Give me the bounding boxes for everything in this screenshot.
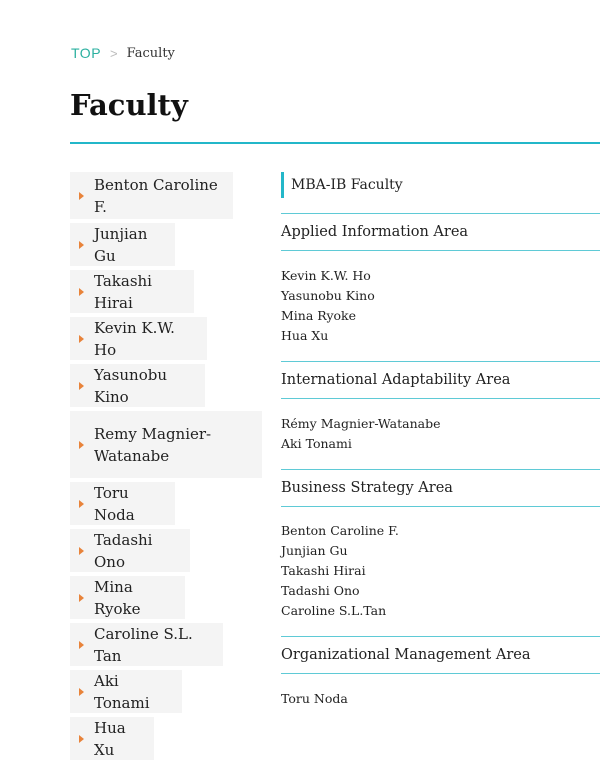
arrow-right-icon [79, 288, 84, 296]
faculty-item[interactable] [70, 717, 154, 760]
arrow-right-icon [79, 382, 84, 390]
area-member-list [281, 521, 600, 621]
title-divider [70, 142, 600, 144]
program-heading [281, 172, 600, 198]
arrow-right-icon [79, 335, 84, 343]
area-title: Business Strategy Area [281, 480, 453, 496]
faculty-item-label: Caroline S.L. Tan [94, 624, 193, 665]
divider [281, 398, 600, 399]
faculty-item-label: Aki Tonami [94, 671, 150, 712]
divider [281, 673, 600, 674]
arrow-right-icon [79, 688, 84, 696]
area-member: Mina Ryoke [281, 308, 357, 323]
area-member: Takashi Hirai [281, 563, 366, 578]
arrow-right-icon [79, 641, 84, 649]
faculty-item-label: Junjian Gu [94, 224, 148, 265]
divider [281, 250, 600, 251]
arrow-right-icon [79, 241, 84, 249]
arrow-right-icon [79, 441, 84, 449]
faculty-item[interactable] [70, 172, 233, 219]
divider [281, 213, 600, 214]
divider [281, 506, 600, 507]
area-title: International Adaptability Area [281, 372, 511, 388]
page-title: Faculty [70, 88, 188, 122]
faculty-item[interactable] [70, 364, 205, 407]
faculty-item-label: Takashi Hirai [94, 271, 152, 312]
arrow-right-icon [79, 547, 84, 555]
area-title: Applied Information Area [281, 224, 469, 240]
faculty-item[interactable] [70, 411, 262, 478]
area-member: Aki Tonami [281, 436, 352, 451]
faculty-item-label: Toru Noda [94, 483, 135, 524]
divider [281, 469, 600, 470]
faculty-areas-panel [281, 172, 600, 709]
faculty-item-label: Remy Magnier-Watanabe [94, 424, 212, 465]
arrow-right-icon [79, 594, 84, 602]
breadcrumb-current: Faculty [126, 45, 175, 61]
area-member: Rémy Magnier-Watanabe [281, 416, 441, 431]
area-member: Toru Noda [281, 691, 348, 706]
program-title: MBA-IB Faculty [291, 177, 403, 193]
faculty-item-label: Kevin K.W. Ho [94, 318, 175, 359]
divider [281, 636, 600, 637]
area-member-list [281, 266, 600, 346]
area-member: Hua Xu [281, 328, 329, 343]
breadcrumb-separator: > [110, 45, 118, 61]
area-title: Organizational Management Area [281, 647, 531, 663]
divider [281, 361, 600, 362]
area-member: Kevin K.W. Ho [281, 268, 371, 283]
area-member: Yasunobu Kino [281, 288, 375, 303]
faculty-item-label: Mina Ryoke [94, 577, 141, 618]
faculty-item-label: Benton Caroline F. [94, 175, 218, 216]
faculty-item-label: Yasunobu Kino [94, 365, 167, 406]
area-member: Benton Caroline F. [281, 523, 399, 538]
area-member-list [281, 414, 600, 454]
breadcrumb-top-link[interactable]: TOP [71, 45, 102, 61]
faculty-item[interactable] [70, 576, 185, 619]
faculty-item-label: Tadashi Ono [94, 530, 153, 571]
faculty-item[interactable] [70, 317, 207, 360]
faculty-item[interactable] [70, 623, 223, 666]
faculty-item[interactable] [70, 270, 194, 313]
area-member: Junjian Gu [281, 543, 348, 558]
arrow-right-icon [79, 192, 84, 200]
faculty-item[interactable] [70, 670, 182, 713]
faculty-item[interactable] [70, 223, 175, 266]
faculty-list [70, 172, 270, 764]
area-member: Caroline S.L.Tan [281, 603, 387, 618]
faculty-item-label: Hua Xu [94, 718, 126, 759]
heading-accent-bar [281, 172, 284, 198]
faculty-item[interactable] [70, 529, 190, 572]
breadcrumb [71, 45, 175, 61]
arrow-right-icon [79, 735, 84, 743]
area-member-list [281, 689, 600, 709]
faculty-item[interactable] [70, 482, 175, 525]
area-member: Tadashi Ono [281, 583, 360, 598]
arrow-right-icon [79, 500, 84, 508]
